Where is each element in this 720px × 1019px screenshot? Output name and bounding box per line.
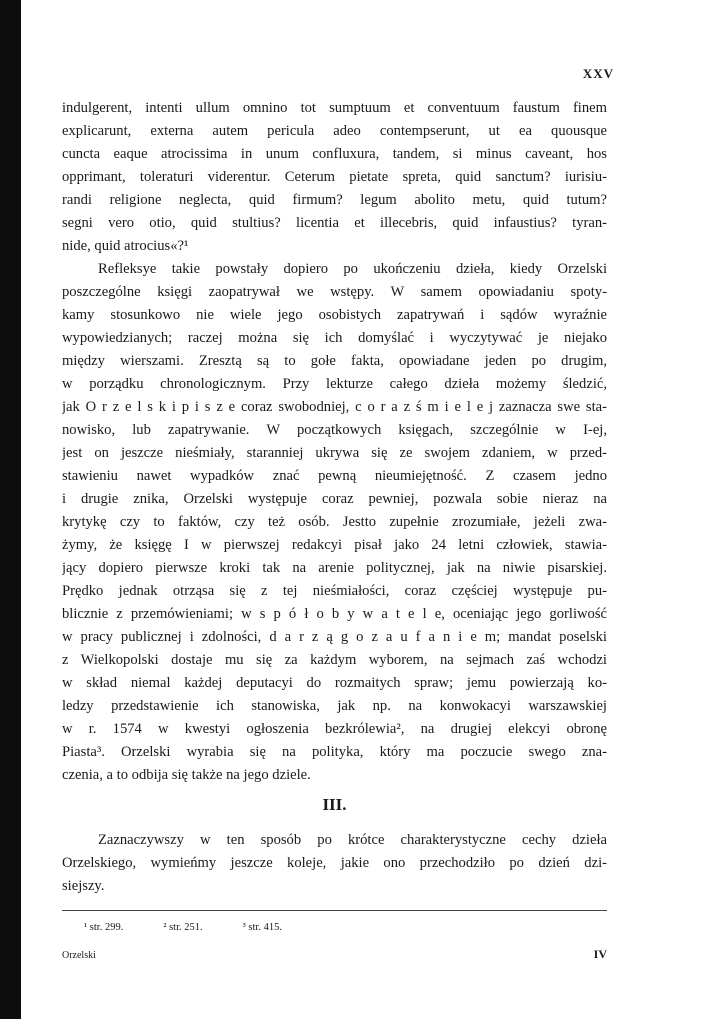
text-line: w r. 1574 w kwestyi ogłoszenia bezkrólewia², na drugiej elekcyi obronę (62, 721, 607, 737)
footnote: ¹ str. 299. (84, 922, 124, 933)
text-line: w porządku chronologicznym. Przy lekturze całego dzieła możemy śledzić, (62, 376, 607, 392)
text-line: Prędko jednak otrząsa się z tej nieśmiałości, coraz częściej występuje pu- (62, 583, 607, 599)
text-line: wypowiedzianych; raczej można się ich domyślać i wyczytywać je niejako (62, 330, 607, 346)
text-line: segni vero otio, quid stultius? licentia et illecebris, quid infaustius? tyran- (62, 215, 607, 231)
text-line: jak O r z e l s k i p i s z e coraz swobodniej, c o r a z ś m i e l e j zaznacza swe sta- (62, 399, 607, 415)
text-line: Orzelskiego, wymieńmy jeszcze koleje, jakie ono przechodziło po dzień dzi- (62, 855, 607, 871)
text-line: jący dopiero pierwsze kroki tak na arenie politycznej, jak na niwie pisarskiej. (62, 560, 607, 576)
text-line: nowisko, lub zapatrywanie. W początkowych księgach, szczególnie w I-ej, (62, 422, 607, 438)
text-line: poszczególne księgi zaopatrywał we wstępy. W samem opowiadaniu spoty- (62, 284, 607, 300)
text-line: żymy, że księgę I w pierwszej redakcyi pisał jako 24 letni człowiek, stawia- (62, 537, 607, 553)
text-line: kamy stosunkowo nie wiele jego osobistych zapatrywań i sądów wyraźnie (62, 307, 607, 323)
footnote: ³ str. 415. (242, 922, 282, 933)
footnotes (84, 922, 282, 933)
text-line: ledzy przedstawienie ich stanowiska, jak np. na konwokacyi warszawskiej (62, 698, 607, 714)
text-line: Zaznaczywszy w ten sposób po krótce charakterystyczne cechy dzieła (98, 832, 607, 848)
paragraph-latin-quote (62, 97, 607, 258)
text-line: w pracy publicznej i zdolności, d a r z ą g o z a u f a n i e m; mandat poselski (62, 629, 607, 645)
main-text (62, 97, 607, 787)
closing-text (62, 829, 607, 898)
footnote: ² str. 251. (163, 922, 203, 933)
text-line: czenia, a to odbija się także na jego dziele. (62, 767, 311, 783)
text-line: indulgerent, intenti ullum omnino tot sumptuum et conventuum faustum finem (62, 100, 607, 116)
text-line: w skład niemal każdej deputacyi do rozmaitych spraw; jemu powierzają ko- (62, 675, 607, 691)
text-line: cuncta eaque atrocissima in unum confluxura, tandem, si minus caveant, hos (62, 146, 607, 162)
text-line: i drugie znika, Orzelski występuje coraz pewniej, pozwala sobie nieraz na (62, 491, 607, 507)
text-line: jest on jeszcze nieśmiały, staranniej ukrywa się ze swojem zdaniem, w przed- (62, 445, 607, 461)
sheet-number: IV (593, 947, 607, 961)
paragraph-refleksye (62, 258, 607, 787)
text-line: krytykę czy to faktów, czy też osób. Jestto zupełnie zrozumiałe, jeżeli zwa- (62, 514, 607, 530)
text-line: blicznie z przemówieniami; w s p ó ł o b y w a t e l e, oceniając jego gorliwość (62, 606, 607, 622)
scan-edge (0, 0, 21, 1019)
text-line: Piasta³. Orzelski wyrabia się na polityka, który ma poczucie swego zna- (62, 744, 607, 760)
text-line: opprimant, toleraturi viderentur. Ceterum pietate spreta, quid sanctum? iurisiu- (62, 169, 607, 185)
text-line: explicarunt, externa autem pericula adeo contempserunt, ut ea quousque (62, 123, 607, 139)
text-line: między wierszami. Zresztą są to gołe fakta, opowiadane jeden po drugim, (62, 353, 607, 369)
section-heading: III. (322, 795, 347, 814)
printer-signature: Orzelski (62, 950, 96, 961)
text-line: Refleksye takie powstały dopiero po ukończeniu dzieła, kiedy Orzelski (98, 261, 607, 277)
page-number: XXV (582, 66, 614, 81)
text-line: z Wielkopolski dostaje mu się za każdym wyborem, na sejmach zaś wchodzi (62, 652, 607, 668)
text-line: randi religione neglecta, quid firmum? legum abolito metu, quid tutum? (62, 192, 607, 208)
footnote-divider (62, 910, 607, 911)
text-line: stawieniu nawet wypadków znać pewną nieumiejętność. Z czasem jedno (62, 468, 607, 484)
text-line: siejszy. (62, 878, 105, 894)
text-line: nide, quid atrocius«?¹ (62, 238, 189, 254)
